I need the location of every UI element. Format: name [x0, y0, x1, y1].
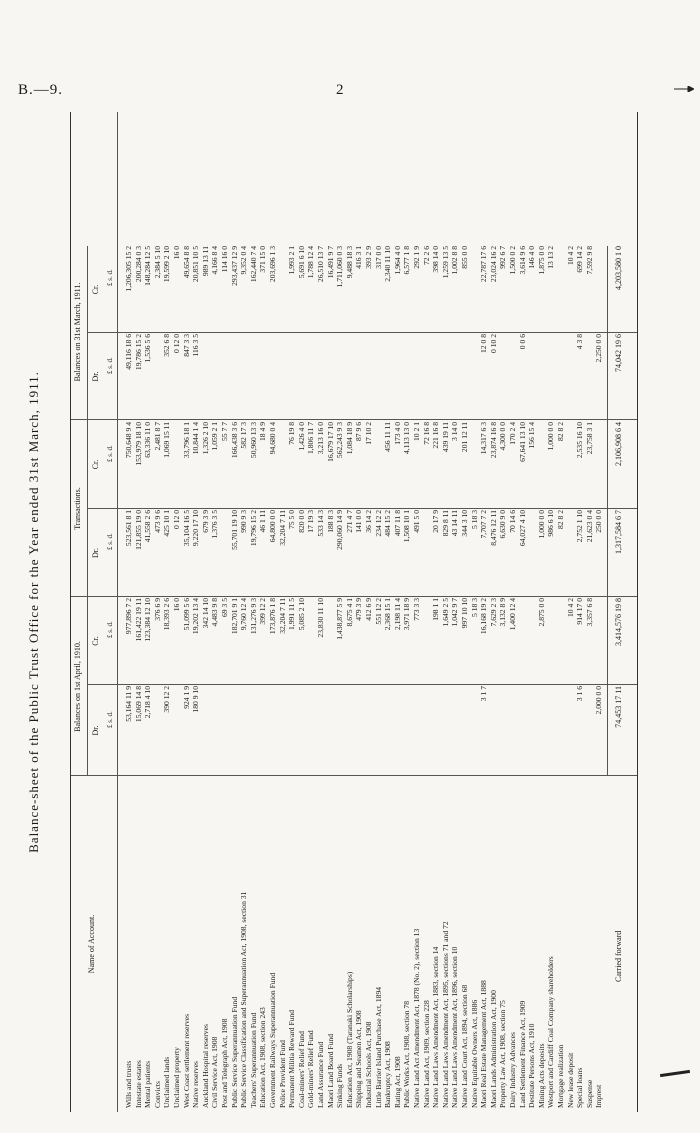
trans-cr-cell: 55 7 7: [220, 422, 229, 441]
account-name: Wills and trusts: [124, 1060, 133, 1108]
opening-cr-cell: 1,649 2 5: [440, 598, 450, 627]
trans-dr-cell: 990 9 3: [239, 510, 249, 533]
total-trans-dr: 1,317,584 6 7: [614, 510, 623, 554]
opening-dr-header: Dr.: [91, 725, 100, 736]
trans-dr-cell: 2,752 1 10: [575, 510, 585, 543]
closing-cr-cell: 203,696 1 3: [268, 246, 277, 283]
trans-cr-cell: 201 12 11: [460, 422, 469, 453]
closing-cr-cell: 393 2 9: [364, 246, 373, 269]
account-name: Education Act, 1908 (Taranaki Scholarships): [344, 971, 354, 1108]
opening-cr-cell: 7,629 2 3: [488, 598, 498, 627]
account-name: New lease deposit: [565, 1052, 575, 1108]
closing-dr-header: Dr.: [91, 371, 100, 382]
account-name: Westport and Cardiff Coal Company shareholders: [546, 956, 556, 1108]
opening-dr-cell: 2,718 4 10: [143, 686, 153, 719]
closing-cr-cell: 1,875 0 0: [536, 246, 546, 275]
closing-cr-cell: 10 4 2: [565, 246, 575, 265]
opening-cr-cell: 3,357 6 8: [584, 598, 594, 627]
opening-cr-cell: 3,132 8 9: [498, 598, 508, 627]
opening-cr-cell: 2,368 15 1: [383, 598, 393, 631]
opening-cr-cell: 412 6 9: [364, 598, 373, 621]
trans-dr-cell: 7,707 7 2: [479, 510, 489, 539]
closing-cr-cell: 992 6 7: [498, 246, 508, 269]
closing-cr-cell: 7,592 9 8: [584, 246, 594, 275]
trans-cr-cell: 23,874 16 8: [488, 422, 498, 459]
trans-cr-cell: 166,438 3 6: [229, 422, 239, 459]
account-name: Public Service Superannuation Fund: [229, 996, 239, 1108]
trans-cr-cell: 33,796 18 1: [181, 422, 191, 459]
account-name: Land Assurance Fund: [316, 1041, 325, 1108]
closing-dr-cell: 0 12 0: [172, 334, 181, 353]
trans-dr-cell: 250 0 0: [594, 510, 604, 533]
trans-dr-cell: 5 18 3: [469, 510, 479, 529]
account-name: Native Land Act, 1909, section 228: [421, 1000, 431, 1108]
closing-cr-header: Cr.: [91, 284, 100, 295]
account-name: Native Land Laws Amendment Act, 1895, sections 71 and 72: [440, 921, 450, 1108]
closing-cr-cell: 13 13 2: [546, 246, 556, 269]
account-name: Industrial Schools Act, 1908: [364, 1021, 373, 1108]
trans-dr-cell: 75 5 0: [287, 510, 297, 529]
closing-cr-cell: 146 4 0: [527, 246, 537, 269]
closing-cr-cell: 4,166 8 4: [210, 246, 220, 275]
account-name: Civil Service Act, 1908: [210, 1036, 220, 1108]
closing-dr-cell: 1,536 5 6: [143, 334, 153, 363]
account-name: Mental patients: [143, 1060, 153, 1108]
closing-cr-cell: 16 0: [172, 246, 181, 260]
closing-cr-cell: 23,024 16 2: [488, 246, 498, 283]
account-name: Coal-miners' Relief Fund: [296, 1031, 306, 1108]
account-name: Post and Telegraph Act, 1908: [220, 1018, 229, 1108]
trans-dr-cell: 43 14 11: [450, 510, 460, 537]
account-name: Teachers' Superannuation Fund: [248, 1012, 258, 1108]
trans-dr-cell: 35,104 16 5: [181, 510, 191, 547]
account-name: Maori Real Estate Management Act, 1888: [479, 980, 489, 1108]
trans-cr-cell: 221 16 8: [431, 422, 441, 449]
account-name: Auckland Hospital reserves: [200, 1024, 210, 1108]
unit-label: £ s. d.: [106, 269, 114, 286]
trans-cr-cell: 153,979 18 10: [133, 422, 143, 466]
opening-cr-cell: 1,991 11 5: [287, 598, 297, 630]
trans-dr-cell: 425 10 1: [162, 510, 172, 537]
account-name: Native Land Act Amendment Act, 1878 (No. 2), section 13: [412, 928, 421, 1108]
trans-dr-cell: 188 8 3: [325, 510, 335, 533]
total-rule: [607, 246, 608, 776]
closing-dr-cell: 847 3 3: [181, 334, 191, 357]
closing-dr-cell: 0 0 6: [517, 334, 527, 350]
account-name: Native Land Laws Amendment Act, 1883, section 14: [431, 946, 441, 1108]
header-rule: [87, 246, 88, 776]
unit-label: £ s. d.: [106, 621, 114, 638]
total-opening-dr: 74,453 17 11: [614, 686, 623, 728]
account-name: Destitute Persons Act, 1910: [527, 1023, 537, 1108]
opening-cr-cell: 19,202 13 4: [191, 598, 201, 635]
opening-cr-cell: 9,760 12 4: [239, 598, 249, 631]
opening-cr-cell: 4,483 9 8: [210, 598, 220, 627]
trans-cr-cell: 14,317 6 3: [479, 422, 489, 455]
closing-cr-cell: 5,691 6 10: [296, 246, 306, 279]
trans-cr-cell: 2,481 8 7: [152, 422, 162, 451]
unit-label: £ s. d.: [106, 445, 114, 462]
account-name: Native reserves: [191, 1060, 201, 1108]
trans-cr-cell: 1,806 11 7: [306, 422, 316, 454]
trans-cr-cell: 16,679 17 10: [325, 422, 335, 462]
closing-cr-cell: 2,340 11 10: [383, 246, 393, 282]
account-name: Bankruptcy Act, 1908: [383, 1041, 393, 1108]
opening-dr-cell: 3 1 7: [479, 686, 489, 702]
opening-cr-cell: 997 10 10: [460, 598, 469, 629]
trans-cr-cell: 63,336 11 0: [143, 422, 153, 458]
sheet-title: Balance-sheet of the Public Trust Office for the Year ended 31st March, 1911.: [26, 371, 41, 853]
trans-dr-cell: 141 0 0: [354, 510, 364, 533]
totals-label: Carried forward: [614, 930, 623, 982]
account-name: Convicts: [152, 1080, 162, 1108]
trans-cr-cell: 562,243 9 3: [335, 422, 345, 459]
opening-cr-header: Cr.: [91, 636, 100, 646]
trans-cr-cell: 456 11 11: [383, 422, 393, 452]
opening-cr-cell: 16 0: [172, 598, 181, 612]
closing-cr-cell: 200,284 0 3: [133, 246, 143, 283]
closing-dr-cell: 2,250 0 0: [594, 334, 604, 363]
trans-cr-cell: 4,300 0 0: [498, 422, 508, 451]
trans-dr-cell: 8,476 12 11: [488, 510, 498, 546]
closing-cr-cell: 1,500 0 2: [508, 246, 517, 275]
trans-dr-cell: 32,204 7 11: [277, 510, 287, 546]
trans-cr-cell: 170 2 4: [508, 422, 517, 445]
closing-cr-cell: 3,614 9 6: [517, 246, 527, 275]
closing-cr-cell: 9,488 18 3: [344, 246, 354, 279]
account-name: Mining Acts deposits: [536, 1043, 546, 1108]
trans-dr-cell: 70 14 6: [508, 510, 517, 533]
trans-dr-cell: 234 12 2: [373, 510, 383, 537]
table-row: [593, 112, 604, 1112]
trans-dr-cell: 407 11 8: [392, 510, 402, 537]
trans-dr-cell: 9,220 17 10: [191, 510, 201, 547]
closing-cr-cell: 6,577 1 8: [402, 246, 412, 275]
totals-row: [613, 112, 624, 1112]
trans-cr-cell: 87 9 6: [354, 422, 364, 441]
unit-label: £ s. d.: [106, 533, 114, 550]
opening-cr-cell: 32,204 7 11: [277, 598, 287, 634]
closing-cr-cell: 20,851 10 5: [191, 246, 201, 283]
closing-cr-cell: 1,964 4 0: [392, 246, 402, 275]
account-name: Gold-miners' Relief Fund: [306, 1030, 316, 1108]
trans-dr-cell: 344 3 10: [460, 510, 469, 537]
trans-dr-cell: 6,630 9 0: [498, 510, 508, 539]
total-closing-dr: 74,042 19 6: [614, 334, 623, 372]
closing-header: Balances on 31st March, 1911.: [73, 282, 82, 382]
total-trans-cr: 2,106,908 6 4: [614, 422, 623, 466]
opening-cr-cell: 551 12 2: [373, 598, 383, 625]
closing-cr-cell: 1,259 13 5: [440, 246, 450, 279]
trans-dr-cell: 64,800 0 0: [268, 510, 277, 543]
opening-cr-cell: 8,675 4 1: [344, 598, 354, 627]
opening-cr-cell: 914 17 0: [575, 598, 585, 625]
transactions-header: Transactions.: [73, 487, 82, 530]
closing-cr-cell: 398 14 0: [431, 246, 441, 273]
trans-dr-cell: 1,508 10 1: [402, 510, 412, 543]
trans-dr-cell: 829 8 11: [440, 510, 450, 537]
trans-cr-cell: 3 14 0: [450, 422, 460, 441]
opening-cr-cell: 173,876 1 8: [268, 598, 277, 635]
account-name: Police Provident Fund: [277, 1040, 287, 1108]
trans-cr-cell: 82 8 2: [556, 422, 565, 441]
account-name: Unclaimed lands: [162, 1056, 172, 1108]
account-name: Public Service Classification and Superannuation Act, 1908, section 31: [239, 891, 249, 1108]
trans-dr-cell: 36 14 2: [364, 510, 373, 533]
account-name: Government Railways Superannuation Fund: [268, 972, 277, 1108]
opening-cr-cell: 773 3 3: [412, 598, 421, 621]
trans-dr-cell: 82 8 2: [556, 510, 565, 529]
total-opening-cr: 3,414,576 19 8: [614, 598, 623, 646]
trans-cr-cell: 17 10 2: [364, 422, 373, 445]
closing-cr-cell: 49,654 8 8: [181, 246, 191, 279]
account-name: Native Equitable Owners Act, 1886: [469, 999, 479, 1108]
account-name: Maori Land Board Fund: [325, 1033, 335, 1108]
account-name: Imprest: [594, 1084, 604, 1108]
opening-dr-cell: 15,069 14 8: [133, 686, 143, 723]
trans-dr-cell: 64,027 4 10: [517, 510, 527, 547]
margin-mark-icon: [674, 86, 694, 92]
trans-dr-cell: 484 15 2: [383, 510, 393, 537]
trans-cr-cell: 1,084 18 9: [344, 422, 354, 455]
account-name: Intestate estates: [133, 1060, 143, 1108]
closing-dr-cell: 116 3 5: [191, 334, 201, 357]
opening-cr-cell: 16,168 19 2: [479, 598, 489, 635]
opening-cr-cell: 123,384 12 10: [143, 598, 153, 642]
opening-cr-cell: 5 18 3: [469, 598, 479, 617]
opening-cr-cell: 161,422 19 11: [133, 598, 143, 642]
closing-cr-cell: 72 2 6: [421, 246, 431, 265]
trans-dr-header: Dr.: [91, 548, 100, 558]
opening-cr-cell: 1,042 9 7: [450, 598, 460, 627]
trans-cr-cell: 76 19 8: [287, 422, 297, 445]
closing-cr-cell: 2,384 5 10: [152, 246, 162, 279]
closing-dr-cell: 49,116 18 6: [124, 334, 133, 370]
trans-cr-cell: 1,326 2 10: [200, 422, 210, 455]
header-rule: [117, 112, 118, 1112]
trans-dr-cell: 0 12 0: [172, 510, 181, 529]
account-name: Mortgage realization: [556, 1044, 565, 1108]
opening-dr-cell: 53,164 11 9: [124, 686, 133, 722]
closing-dr-cell: 19,786 15 2: [133, 334, 143, 371]
trans-cr-header: Cr.: [91, 459, 100, 470]
trans-cr-cell: 72 16 8: [421, 422, 431, 445]
closing-cr-cell: 1,788 12 4: [306, 246, 316, 279]
opening-cr-cell: 69 3 5: [220, 598, 229, 617]
trans-cr-cell: 156 15 4: [527, 422, 537, 449]
total-closing-cr: 4,203,580 1 0: [614, 246, 623, 290]
closing-cr-cell: 416 3 1: [354, 246, 364, 269]
closing-cr-cell: 699 14 2: [575, 246, 585, 273]
trans-cr-cell: 94,680 0 4: [268, 422, 277, 455]
trans-cr-cell: 1,059 2 1: [210, 422, 220, 451]
closing-cr-cell: 317 0 0: [373, 246, 383, 269]
trans-dr-cell: 121,855 19 0: [133, 510, 143, 550]
closing-cr-cell: 292 1 9: [412, 246, 421, 269]
account-name: Education Act, 1908, section 243: [258, 1007, 268, 1108]
trans-dr-cell: 46 1 11: [258, 510, 268, 533]
page-number: 2: [336, 82, 344, 98]
trans-cr-cell: 1,426 4 0: [296, 422, 306, 451]
accounts-table: [70, 112, 638, 1112]
account-name: Native Land Court Act, 1894, section 68: [460, 984, 469, 1108]
trans-dr-cell: 1,000 0 0: [536, 510, 546, 539]
trans-dr-cell: 986 6 10: [546, 510, 556, 537]
trans-dr-cell: 679 3 9: [200, 510, 210, 533]
account-name: Native Land Laws Amendment Act, 1896, section 10: [450, 946, 460, 1108]
account-name: Dairy Industry Advances: [508, 1032, 517, 1108]
opening-header: Balances on 1st April, 1910.: [73, 641, 82, 732]
opening-cr-cell: 3,971 18 9: [402, 598, 412, 631]
trans-dr-cell: 523,561 8 1: [124, 510, 133, 547]
trans-cr-cell: 439 19 11: [440, 422, 450, 453]
trans-cr-cell: 50,960 13 3: [248, 422, 258, 459]
trans-dr-cell: 17 19 3: [306, 510, 316, 533]
trans-cr-cell: 67,641 13 10: [517, 422, 527, 462]
account-name: Suspense: [584, 1079, 594, 1108]
section-code: B.—9.: [18, 82, 64, 98]
trans-dr-cell: 20 17 9: [431, 510, 441, 533]
trans-dr-cell: 473 9 6: [152, 510, 162, 533]
account-name: West Coast settlement reserves: [181, 1013, 191, 1108]
account-name: Rating Act, 1908: [392, 1056, 402, 1108]
opening-cr-cell: 376 6 9: [152, 598, 162, 621]
opening-cr-cell: 131,276 9 3: [248, 598, 258, 635]
opening-cr-cell: 51,099 5 6: [181, 598, 191, 631]
opening-dr-cell: 180 9 10: [191, 686, 201, 713]
opening-dr-cell: 390 12 2: [162, 686, 172, 713]
closing-cr-cell: 293,437 12 9: [229, 246, 239, 286]
closing-dr-cell: 0 10 2: [488, 334, 498, 353]
closing-cr-cell: 148,284 12 5: [143, 246, 153, 286]
closing-cr-cell: 162,440 7 4: [248, 246, 258, 283]
trans-cr-cell: 23,758 3 1: [584, 422, 594, 455]
trans-cr-cell: 10,844 1 4: [191, 422, 201, 455]
account-name: Little Barrier Island Purchase Act, 1894: [373, 986, 383, 1108]
opening-dr-cell: 2,000 0 0: [594, 686, 604, 715]
unit-label: £ s. d.: [106, 711, 114, 728]
closing-cr-cell: 19,599 2 10: [162, 246, 172, 283]
trans-dr-cell: 290,060 14 9: [335, 510, 345, 550]
trans-cr-cell: 173 4 0: [392, 422, 402, 445]
closing-cr-cell: 371 15 0: [258, 246, 268, 273]
account-name: Special loans: [575, 1067, 585, 1108]
trans-cr-cell: 18 4 9: [258, 422, 268, 441]
opening-cr-cell: 2,875 0 0: [536, 598, 546, 627]
account-name: Public Works Act, 1908, section 78: [402, 1000, 412, 1108]
opening-cr-cell: 399 12 2: [258, 598, 268, 625]
closing-cr-cell: 1,711,060 0 3: [335, 246, 345, 288]
trans-dr-cell: 1,376 3 5: [210, 510, 220, 539]
trans-dr-cell: 820 0 0: [296, 510, 306, 533]
trans-cr-cell: 582 17 3: [239, 422, 249, 449]
trans-dr-cell: 19,796 15 2: [248, 510, 258, 547]
trans-cr-cell: 10 2 1: [412, 422, 421, 441]
account-name: Unclaimed property: [172, 1047, 181, 1108]
trans-dr-cell: 271 4 7: [344, 510, 354, 533]
closing-dr-cell: 352 6 8: [162, 334, 172, 357]
account-name: Sinking Funds: [335, 1063, 345, 1108]
opening-cr-cell: 479 3 9: [354, 598, 364, 621]
closing-cr-cell: 1,206,305 15 2: [124, 246, 133, 292]
closing-cr-cell: 114 16 0: [220, 246, 229, 273]
opening-cr-cell: 1,438,877 5 9: [335, 598, 345, 640]
trans-dr-cell: 21,623 0 4: [584, 510, 594, 543]
account-name: Land Settlement Finance Act, 1909: [517, 1000, 527, 1108]
trans-dr-cell: 491 5 0: [412, 510, 421, 533]
trans-cr-cell: 1,069 15 11: [162, 422, 172, 458]
name-header: Name of Account.: [87, 914, 96, 974]
trans-dr-cell: 533 14 3: [316, 510, 325, 537]
unit-label: £ s. d.: [106, 357, 114, 374]
opening-cr-cell: 198 1 1: [431, 598, 441, 621]
closing-cr-cell: 1,002 8 8: [450, 246, 460, 275]
closing-cr-cell: 22,787 17 6: [479, 246, 489, 283]
opening-cr-cell: 18,393 2 6: [162, 598, 172, 631]
trans-cr-cell: 2,535 16 10: [575, 422, 585, 459]
trans-cr-cell: 1,000 0 0: [546, 422, 556, 451]
opening-cr-cell: 2,198 11 4: [392, 598, 402, 630]
closing-cr-cell: 9,352 0 4: [239, 246, 249, 275]
account-name: Shipping and Seamen Act, 1908: [354, 1010, 364, 1108]
opening-cr-cell: 5,085 2 10: [296, 598, 306, 631]
balance-sheet: [26, 112, 666, 1112]
trans-cr-cell: 3,213 16 0: [316, 422, 325, 455]
closing-cr-cell: 1,993 2 1: [287, 246, 297, 275]
trans-cr-cell: 750,648 9 4: [124, 422, 133, 459]
opening-dr-cell: 924 1 9: [181, 686, 191, 709]
closing-cr-cell: 26,510 13 7: [316, 246, 325, 283]
account-name: Maori Lands Administration Act, 1900: [488, 990, 498, 1108]
opening-cr-cell: 1,400 12 4: [508, 598, 517, 631]
closing-cr-cell: 989 13 11: [200, 246, 210, 277]
trans-dr-cell: 41,558 2 6: [143, 510, 153, 543]
opening-cr-cell: 182,701 9 1: [229, 598, 239, 635]
account-name: Permanent Militia Reward Fund: [287, 1009, 297, 1108]
trans-dr-cell: 55,701 19 10: [229, 510, 239, 550]
closing-cr-cell: 855 0 0: [460, 246, 469, 269]
opening-cr-cell: 10 4 2: [565, 598, 575, 617]
closing-dr-cell: 12 0 8: [479, 334, 489, 353]
opening-cr-cell: 977,896 7 2: [124, 598, 133, 635]
closing-cr-cell: 16,491 9 7: [325, 246, 335, 279]
opening-dr-cell: 3 1 6: [575, 686, 585, 702]
opening-cr-cell: 342 14 10: [200, 598, 210, 629]
account-name: Property Law Act, 1908, section 75: [498, 1000, 508, 1108]
closing-dr-cell: 4 3 8: [575, 334, 585, 350]
opening-cr-cell: 23,830 11 10: [316, 598, 325, 638]
trans-cr-cell: 4,113 13 0: [402, 422, 412, 454]
